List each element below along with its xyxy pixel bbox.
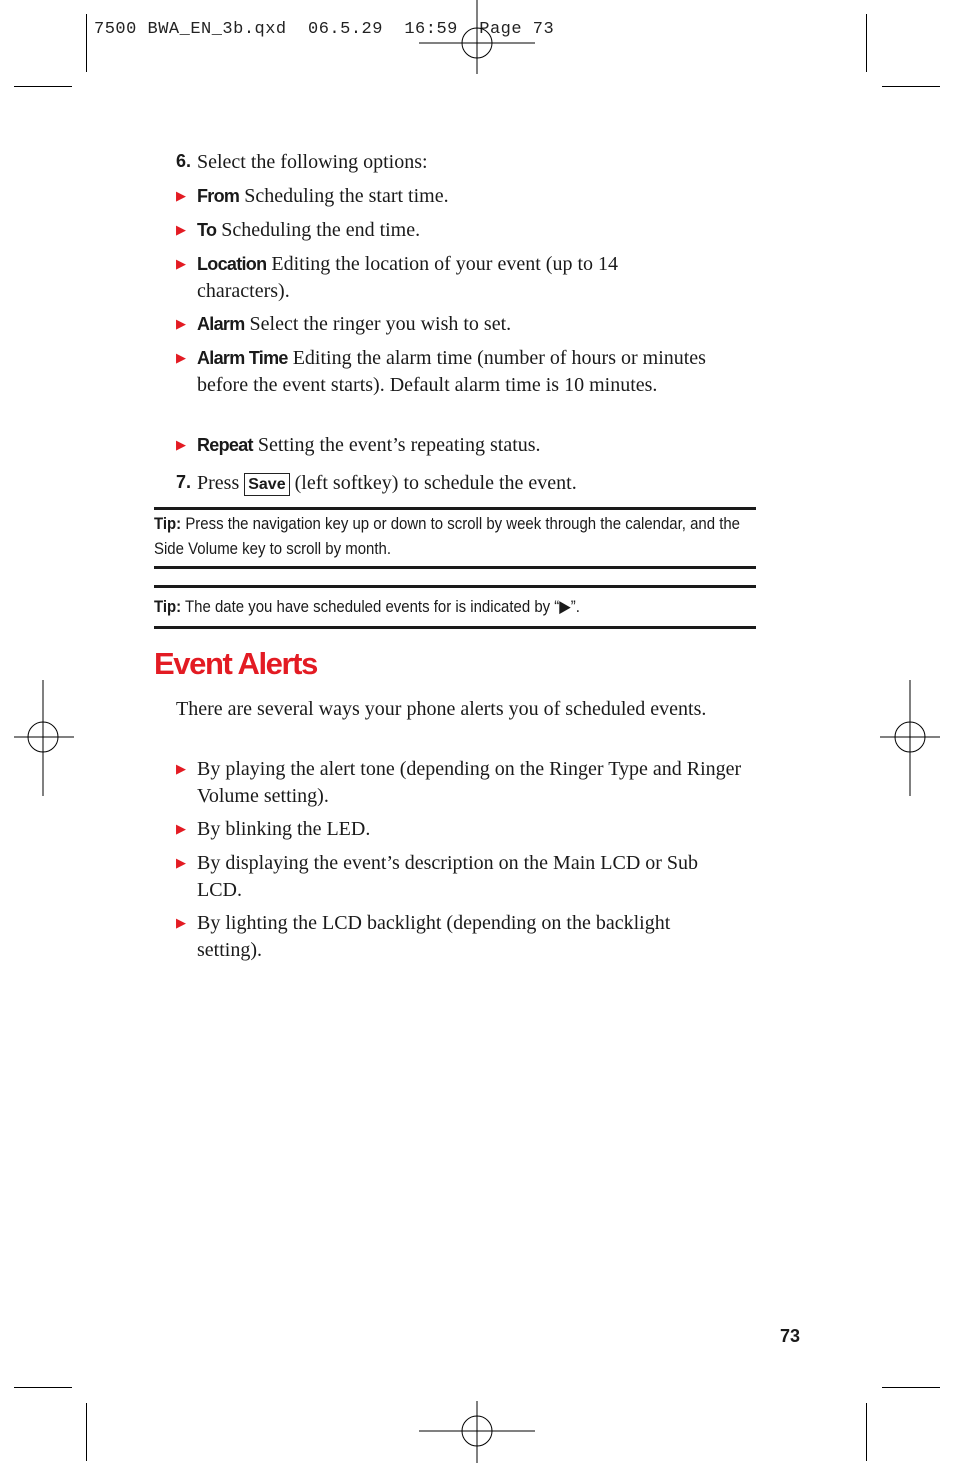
option-key: To (197, 220, 217, 240)
tip-rule-top (154, 585, 756, 588)
bullet-arrow-icon: ▶ (176, 256, 186, 271)
crop-mark (86, 1403, 87, 1461)
step-number: 6. (176, 151, 192, 171)
crop-mark (882, 86, 940, 87)
option-description: Setting the event’s repeating status. (252, 434, 541, 456)
section-intro: There are several ways your phone alerts you of scheduled events. (176, 698, 707, 720)
page-number: 73 (780, 1326, 801, 1346)
step-number: 7. (176, 472, 192, 492)
bullet-arrow-icon: ▶ (176, 761, 186, 776)
bullet-arrow-icon: ▶ (176, 855, 186, 870)
option-description: Editing the location of your event (up to 14 characters). (197, 253, 618, 302)
step-rest-text: (left softkey) to schedule the event. (289, 472, 577, 494)
option-alarm-time (197, 345, 717, 398)
tip-rule-bottom (154, 626, 756, 629)
crop-mark (866, 14, 867, 72)
option-key: Repeat (197, 435, 253, 455)
tip-label: Tip: (154, 514, 182, 533)
tip-box (154, 594, 756, 619)
registration-mark-icon (419, 1401, 535, 1463)
alert-bullet: By lighting the LCD backlight (depending on the backlight setting). (197, 912, 671, 961)
tip-box (154, 511, 756, 561)
registration-mark-icon (14, 680, 74, 796)
option-key: Alarm (197, 314, 245, 334)
option-description: Scheduling the end time. (216, 219, 421, 241)
crop-mark (14, 86, 72, 87)
tip-rule-bottom (154, 566, 756, 569)
option-description: Editing the alarm time (number of hours or minutes before the event starts). Default alarm time is 10 minutes. (197, 347, 706, 396)
save-softkey-label: Save (244, 473, 289, 496)
bullet-arrow-icon: ▶ (176, 316, 186, 331)
crop-mark (86, 14, 87, 72)
bullet-arrow-icon: ▶ (176, 821, 186, 836)
alert-bullet: By playing the alert tone (depending on the Ringer Type and Ringer Volume setting). (197, 758, 742, 807)
option-description: Scheduling the start time. (239, 185, 449, 207)
crop-mark (882, 1387, 940, 1388)
option-alarm (197, 311, 742, 338)
option-location (197, 251, 677, 304)
crop-mark (866, 1403, 867, 1461)
bullet-arrow-icon: ▶ (176, 188, 186, 203)
step-text: Select the following options: (197, 151, 428, 173)
step-text (197, 470, 742, 497)
print-slug: 7500 BWA_EN_3b.qxd 06.5.29 16:59 Page 73 (94, 20, 555, 39)
alert-bullet: By blinking the LED. (197, 818, 371, 840)
tip-text: The date you have scheduled events for is indicated by “▶”. (181, 597, 580, 616)
option-key: Alarm Time (197, 348, 288, 368)
tip-rule-top (154, 507, 756, 510)
option-to (197, 217, 742, 244)
option-from (197, 183, 742, 210)
crop-mark (14, 1387, 72, 1388)
bullet-arrow-icon: ▶ (176, 915, 186, 930)
registration-mark-icon (880, 680, 940, 796)
option-repeat (197, 432, 742, 459)
section-heading: Event Alerts (154, 646, 317, 681)
option-key: Location (197, 254, 267, 274)
bullet-arrow-icon: ▶ (176, 222, 186, 237)
registration-mark-icon (419, 0, 535, 74)
option-description: Select the ringer you wish to set. (244, 313, 512, 335)
step-press-text: Press (197, 472, 245, 494)
alert-bullet: By displaying the event’s description on the Main LCD or Sub LCD. (197, 852, 699, 901)
tip-text: Press the navigation key up or down to scroll by week through the calendar, and the Side Volume key to scroll by month. (154, 514, 741, 558)
tip-label: Tip: (154, 597, 182, 616)
bullet-arrow-icon: ▶ (176, 437, 186, 452)
bullet-arrow-icon: ▶ (176, 350, 186, 365)
option-key: From (197, 186, 240, 206)
